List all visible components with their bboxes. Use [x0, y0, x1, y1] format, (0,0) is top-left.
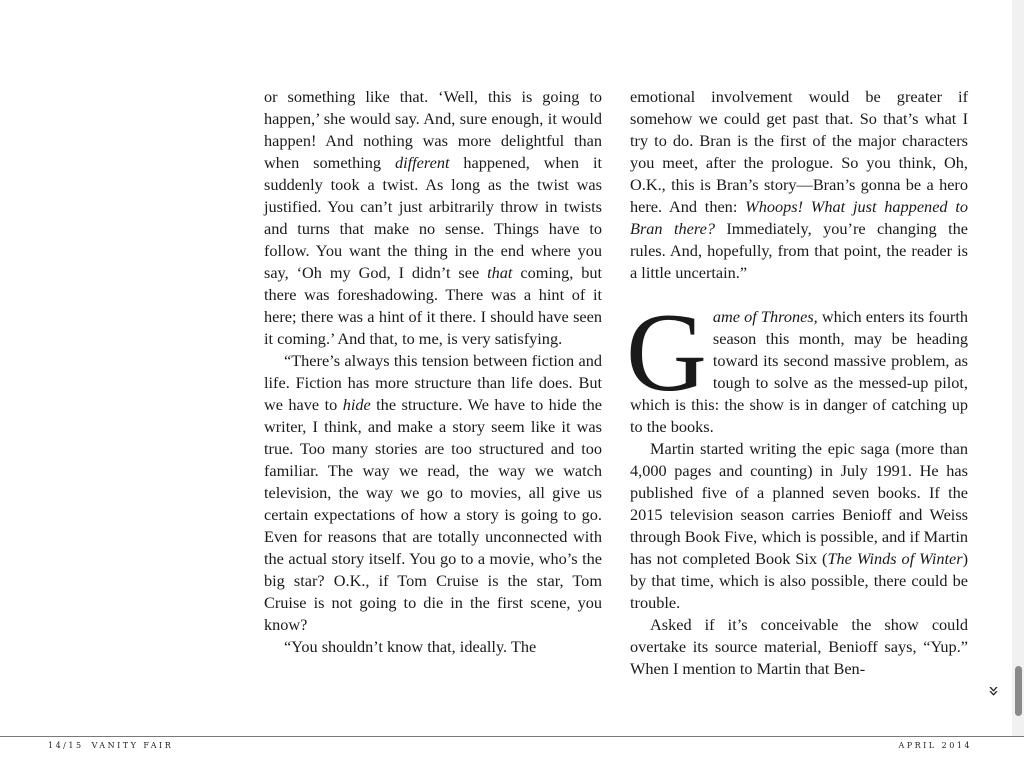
issue-date: APRIL 2014	[898, 741, 972, 750]
footer-left	[48, 741, 173, 750]
text-run: ) by that time, which is also possible, there could be trouble.	[630, 549, 969, 612]
text-run: “There’s always this tension between fiction and life. Fiction has more structure than life does. But we have to	[264, 351, 602, 414]
magazine-name: VANITY FAIR	[91, 741, 174, 750]
text-run: which enters its fourth season this month, may be heading toward its second massive problem, as tough to solve as the messed-up pilot, which is this: the show is in danger of catching up to the books.	[630, 307, 968, 436]
paragraph	[264, 350, 602, 636]
text-run: Immediately, you’re changing the rules. And, hopefully, from that point, the reader is a little uncertain.”	[630, 219, 968, 282]
article-column-left	[264, 86, 602, 658]
text-run: “You shouldn’t know that, ideally. The	[284, 637, 537, 656]
paragraph	[630, 614, 968, 680]
text-run: Asked if it’s conceivable the show could overtake its source material, Benioff says, “Yup.” When I mention to Martin that Ben-	[630, 615, 968, 678]
italic-text: different	[394, 153, 450, 172]
page-numbers: 14/15	[48, 741, 84, 750]
paragraph	[264, 86, 602, 350]
footer-divider	[0, 736, 1024, 737]
text-run: the structure. We have to hide the writer, I think, and make a story seem like it was true. Too many stories are too structured and too familiar. The way we read, the way we watch television, the way we go to movies, all give us certain expectations of how a story is going to go. Even for reasons that are totally unconnected with the actual story itself. You go to a movie, who’s the big star? O.K., if Tom Cruise is the star, Tom Cruise is not going to die in the first scene, you know?	[264, 395, 602, 634]
text-run: happened, when it suddenly took a twist. As long as the twist was justified. You can’t just arbitrarily throw in twists and turns that make no sense. Things have to follow. You want the thing in the end where you say, ‘Oh my God, I didn’t see	[264, 153, 602, 282]
paragraph	[626, 291, 968, 438]
italic-text: that	[487, 263, 513, 282]
italic-text: The Winds of Winter	[827, 549, 963, 568]
vertical-scrollbar[interactable]	[1012, 0, 1024, 736]
paragraph	[630, 438, 968, 614]
article-column-right	[626, 86, 969, 680]
scrollbar-thumb[interactable]	[1015, 666, 1022, 716]
next-page-chevron-icon[interactable]: »	[983, 685, 1005, 697]
text-run: or something like that. ‘Well, this is going to happen,’ she would say. And, sure enough, it would happen! And nothing was more delightful than when something	[264, 87, 602, 172]
paragraph	[630, 86, 968, 284]
text-run: emotional involvement would be greater if somehow we could get past that. So that’s what I try to do. Bran is the first of the major characters you meet, after the prologue. So you think, Oh, O.K., this is Bran’s story—Bran’s gonna be a hero here. And then:	[630, 87, 968, 216]
italic-text: hide	[342, 395, 371, 414]
paragraph	[264, 636, 602, 658]
drop-cap: G	[626, 291, 707, 415]
text-run: Martin started writing the epic saga (more than 4,000 pages and counting) in July 1991. He has published five of a planned seven books. If the 2015 television season carries Benioff and Weiss through Book Five, which is possible, and if Martin has not completed Book Six (	[630, 439, 968, 568]
italic-text: Whoops! What just happened to Bran there?	[630, 197, 969, 238]
text-run: coming, but there was foreshadowing. There was a hint of it here; there was a hint of it there. I should have seen it coming.’ And that, to me, is very satisfying.	[264, 263, 602, 348]
italic-text: ame of Thrones,	[712, 307, 818, 326]
